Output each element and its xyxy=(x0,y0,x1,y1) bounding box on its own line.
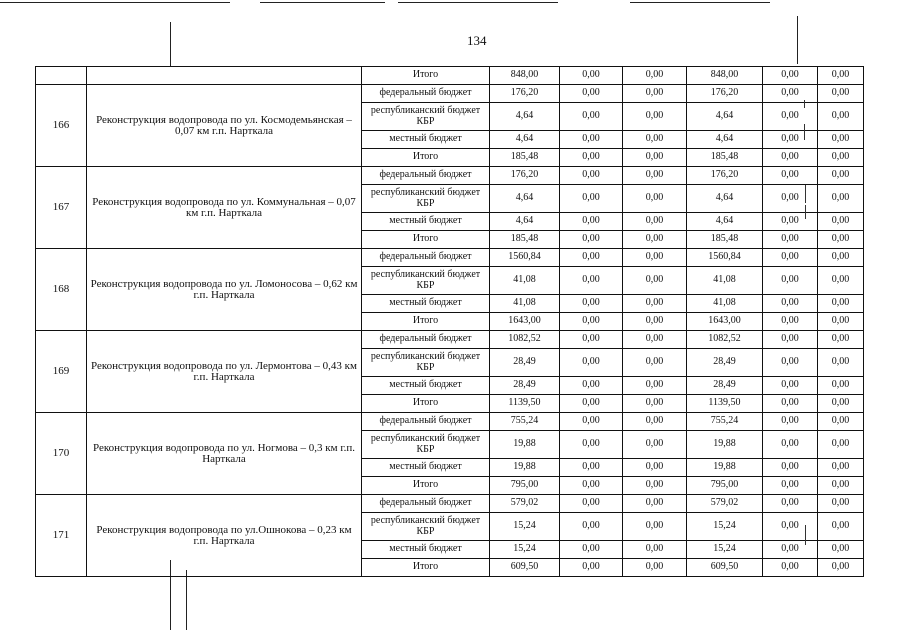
value-cell: 0,00 xyxy=(623,249,687,267)
value-cell: 0,00 xyxy=(818,541,864,559)
funding-source-cell: местный бюджет xyxy=(362,377,490,395)
value-cell: 176,20 xyxy=(687,167,763,185)
project-description-cell: Реконструкция водопровода по ул. Космодемьянская – 0,07 км г.п. Нарткала xyxy=(87,85,362,167)
value-cell: 41,08 xyxy=(687,267,763,295)
value-cell: 0,00 xyxy=(763,149,818,167)
table-row xyxy=(36,167,864,185)
value-cell: 185,48 xyxy=(687,231,763,249)
value-cell: 0,00 xyxy=(623,413,687,431)
value-cell: 0,00 xyxy=(560,131,623,149)
value-cell: 4,64 xyxy=(490,103,560,131)
value-cell: 0,00 xyxy=(818,85,864,103)
project-description-cell: Реконструкция водопровода по ул. Лермонтова – 0,43 км г.п. Нарткала xyxy=(87,331,362,413)
value-cell: 0,00 xyxy=(623,495,687,513)
funding-source-cell: Итого xyxy=(362,559,490,577)
value-cell: 0,00 xyxy=(560,377,623,395)
value-cell: 0,00 xyxy=(623,349,687,377)
value-cell: 0,00 xyxy=(560,249,623,267)
value-cell: 0,00 xyxy=(623,513,687,541)
value-cell: 0,00 xyxy=(818,431,864,459)
funding-source-cell: федеральный бюджет xyxy=(362,85,490,103)
value-cell: 0,00 xyxy=(763,249,818,267)
value-cell: 15,24 xyxy=(490,513,560,541)
value-cell: 0,00 xyxy=(560,459,623,477)
scan-artifact-line xyxy=(0,2,230,3)
value-cell: 4,64 xyxy=(490,131,560,149)
value-cell: 0,00 xyxy=(560,267,623,295)
value-cell: 0,00 xyxy=(560,331,623,349)
value-cell: 0,00 xyxy=(818,395,864,413)
value-cell: 4,64 xyxy=(490,213,560,231)
pen-mark xyxy=(805,205,806,219)
project-number-cell: 170 xyxy=(36,413,87,495)
funding-source-cell: федеральный бюджет xyxy=(362,495,490,513)
value-cell: 0,00 xyxy=(763,85,818,103)
project-description-cell: Реконструкция водопровода по ул. Ногмова – 0,3 км г.п. Нарткала xyxy=(87,413,362,495)
value-cell: 0,00 xyxy=(560,149,623,167)
value-cell: 0,00 xyxy=(623,103,687,131)
value-cell: 848,00 xyxy=(687,67,763,85)
value-cell: 0,00 xyxy=(560,213,623,231)
value-cell: 0,00 xyxy=(818,477,864,495)
value-cell: 0,00 xyxy=(763,559,818,577)
value-cell: 176,20 xyxy=(687,85,763,103)
value-cell: 0,00 xyxy=(560,167,623,185)
value-cell: 0,00 xyxy=(763,103,818,131)
value-cell: 185,48 xyxy=(490,231,560,249)
funding-source-cell: Итого xyxy=(362,231,490,249)
page-number: 134 xyxy=(467,33,487,48)
value-cell: 28,49 xyxy=(687,349,763,377)
project-number-cell: 171 xyxy=(36,495,87,577)
value-cell: 0,00 xyxy=(763,413,818,431)
value-cell: 795,00 xyxy=(687,477,763,495)
funding-source-cell: Итого xyxy=(362,313,490,331)
value-cell: 0,00 xyxy=(560,395,623,413)
value-cell: 0,00 xyxy=(818,103,864,131)
value-cell: 0,00 xyxy=(623,85,687,103)
pen-mark xyxy=(804,124,805,140)
value-cell: 0,00 xyxy=(560,67,623,85)
value-cell: 0,00 xyxy=(623,149,687,167)
value-cell: 1082,52 xyxy=(490,331,560,349)
value-cell: 0,00 xyxy=(560,185,623,213)
funding-source-cell: республиканский бюджет КБР xyxy=(362,267,490,295)
value-cell: 0,00 xyxy=(623,313,687,331)
project-number-cell: 167 xyxy=(36,167,87,249)
value-cell: 0,00 xyxy=(623,559,687,577)
value-cell: 755,24 xyxy=(490,413,560,431)
value-cell: 0,00 xyxy=(763,495,818,513)
value-cell: 185,48 xyxy=(687,149,763,167)
value-cell: 0,00 xyxy=(818,313,864,331)
project-number-cell: 169 xyxy=(36,331,87,413)
table-row xyxy=(36,413,864,431)
value-cell: 0,00 xyxy=(818,295,864,313)
value-cell: 0,00 xyxy=(818,331,864,349)
funding-source-cell: местный бюджет xyxy=(362,131,490,149)
value-cell: 41,08 xyxy=(490,295,560,313)
value-cell: 0,00 xyxy=(763,267,818,295)
value-cell: 0,00 xyxy=(763,331,818,349)
funding-source-cell: местный бюджет xyxy=(362,213,490,231)
value-cell: 755,24 xyxy=(687,413,763,431)
funding-source-cell: республиканский бюджет КБР xyxy=(362,513,490,541)
scan-artifact-line xyxy=(186,570,187,630)
funding-source-cell: республиканский бюджет КБР xyxy=(362,103,490,131)
value-cell: 0,00 xyxy=(560,541,623,559)
value-cell: 0,00 xyxy=(623,185,687,213)
value-cell: 1560,84 xyxy=(490,249,560,267)
value-cell: 19,88 xyxy=(490,459,560,477)
value-cell: 795,00 xyxy=(490,477,560,495)
project-number-cell: 168 xyxy=(36,249,87,331)
value-cell: 4,64 xyxy=(490,185,560,213)
table-row xyxy=(36,85,864,103)
project-description-cell: Реконструкция водопровода по ул. Ломоносова – 0,62 км г.п. Нарткала xyxy=(87,249,362,331)
value-cell: 0,00 xyxy=(560,495,623,513)
value-cell: 4,64 xyxy=(687,185,763,213)
value-cell: 0,00 xyxy=(623,377,687,395)
value-cell: 0,00 xyxy=(623,167,687,185)
value-cell: 1643,00 xyxy=(490,313,560,331)
value-cell: 0,00 xyxy=(818,559,864,577)
value-cell: 0,00 xyxy=(623,459,687,477)
scan-artifact-line xyxy=(260,2,385,3)
value-cell: 0,00 xyxy=(560,431,623,459)
value-cell: 0,00 xyxy=(818,213,864,231)
value-cell: 15,24 xyxy=(687,541,763,559)
value-cell: 0,00 xyxy=(818,513,864,541)
value-cell: 1560,84 xyxy=(687,249,763,267)
pen-mark xyxy=(805,525,806,545)
value-cell: 0,00 xyxy=(818,267,864,295)
funding-source-cell: местный бюджет xyxy=(362,295,490,313)
value-cell: 0,00 xyxy=(818,231,864,249)
value-cell: 0,00 xyxy=(818,459,864,477)
value-cell: 0,00 xyxy=(623,331,687,349)
value-cell: 0,00 xyxy=(560,349,623,377)
value-cell: 1082,52 xyxy=(687,331,763,349)
value-cell: 28,49 xyxy=(490,377,560,395)
value-cell: 0,00 xyxy=(763,313,818,331)
value-cell: 609,50 xyxy=(490,559,560,577)
value-cell: 0,00 xyxy=(818,149,864,167)
value-cell: 0,00 xyxy=(763,431,818,459)
value-cell: 4,64 xyxy=(687,131,763,149)
value-cell: 0,00 xyxy=(763,377,818,395)
value-cell: 0,00 xyxy=(560,413,623,431)
value-cell: 0,00 xyxy=(560,103,623,131)
value-cell: 0,00 xyxy=(763,295,818,313)
funding-source-cell: федеральный бюджет xyxy=(362,331,490,349)
pen-mark xyxy=(804,100,805,108)
value-cell: 0,00 xyxy=(763,349,818,377)
value-cell: 19,88 xyxy=(687,431,763,459)
scan-artifact-line xyxy=(398,2,558,3)
value-cell: 0,00 xyxy=(623,541,687,559)
budget-table xyxy=(35,66,864,577)
funding-source-cell: федеральный бюджет xyxy=(362,167,490,185)
value-cell: 0,00 xyxy=(763,231,818,249)
value-cell: 0,00 xyxy=(763,213,818,231)
scan-artifact-line xyxy=(630,2,770,3)
value-cell: 0,00 xyxy=(560,513,623,541)
value-cell: 0,00 xyxy=(560,313,623,331)
value-cell: 176,20 xyxy=(490,85,560,103)
scan-artifact-line xyxy=(170,22,171,67)
empty-cell xyxy=(36,67,87,85)
value-cell: 0,00 xyxy=(763,167,818,185)
value-cell: 0,00 xyxy=(623,67,687,85)
value-cell: 1139,50 xyxy=(687,395,763,413)
table-row xyxy=(36,249,864,267)
project-number-cell: 166 xyxy=(36,85,87,167)
funding-source-cell: Итого xyxy=(362,477,490,495)
value-cell: 4,64 xyxy=(687,213,763,231)
value-cell: 0,00 xyxy=(763,541,818,559)
value-cell: 0,00 xyxy=(818,377,864,395)
funding-source-cell: федеральный бюджет xyxy=(362,413,490,431)
table-row xyxy=(36,331,864,349)
value-cell: 0,00 xyxy=(763,459,818,477)
value-cell: 0,00 xyxy=(623,231,687,249)
value-cell: 0,00 xyxy=(560,231,623,249)
value-cell: 0,00 xyxy=(763,477,818,495)
value-cell: 0,00 xyxy=(818,131,864,149)
value-cell: 0,00 xyxy=(623,213,687,231)
value-cell: 0,00 xyxy=(623,395,687,413)
value-cell: 0,00 xyxy=(763,513,818,541)
value-cell: 15,24 xyxy=(490,541,560,559)
value-cell: 15,24 xyxy=(687,513,763,541)
pen-mark xyxy=(805,185,806,203)
value-cell: 0,00 xyxy=(818,413,864,431)
value-cell: 19,88 xyxy=(490,431,560,459)
value-cell: 0,00 xyxy=(560,85,623,103)
funding-source-cell: местный бюджет xyxy=(362,541,490,559)
value-cell: 609,50 xyxy=(687,559,763,577)
funding-source-cell: федеральный бюджет xyxy=(362,249,490,267)
value-cell: 1139,50 xyxy=(490,395,560,413)
project-description-cell: Реконструкция водопровода по ул. Коммунальная – 0,07 км г.п. Нарткала xyxy=(87,167,362,249)
value-cell: 0,00 xyxy=(818,495,864,513)
value-cell: 0,00 xyxy=(623,295,687,313)
value-cell: 0,00 xyxy=(763,131,818,149)
funding-source-cell: республиканский бюджет КБР xyxy=(362,431,490,459)
value-cell: 0,00 xyxy=(623,267,687,295)
funding-source-cell: местный бюджет xyxy=(362,459,490,477)
value-cell: 0,00 xyxy=(623,431,687,459)
scan-artifact-line xyxy=(797,16,798,64)
value-cell: 0,00 xyxy=(763,67,818,85)
value-cell: 0,00 xyxy=(818,349,864,377)
value-cell: 0,00 xyxy=(818,249,864,267)
value-cell: 0,00 xyxy=(623,131,687,149)
value-cell: 0,00 xyxy=(763,185,818,213)
value-cell: 28,49 xyxy=(490,349,560,377)
funding-source-cell: республиканский бюджет КБР xyxy=(362,185,490,213)
table-body xyxy=(36,67,864,577)
funding-source-cell: республиканский бюджет КБР xyxy=(362,349,490,377)
empty-cell xyxy=(87,67,362,85)
value-cell: 185,48 xyxy=(490,149,560,167)
value-cell: 0,00 xyxy=(623,477,687,495)
funding-source-cell: Итого xyxy=(362,149,490,167)
value-cell: 579,02 xyxy=(490,495,560,513)
value-cell: 176,20 xyxy=(490,167,560,185)
value-cell: 848,00 xyxy=(490,67,560,85)
value-cell: 0,00 xyxy=(560,559,623,577)
value-cell: 0,00 xyxy=(818,185,864,213)
project-description-cell: Реконструкция водопровода по ул.Ошнокова – 0,23 км г.п. Нарткала xyxy=(87,495,362,577)
value-cell: 4,64 xyxy=(687,103,763,131)
value-cell: 0,00 xyxy=(560,295,623,313)
value-cell: 0,00 xyxy=(818,167,864,185)
value-cell: 0,00 xyxy=(818,67,864,85)
value-cell: 41,08 xyxy=(687,295,763,313)
funding-source-cell: Итого xyxy=(362,395,490,413)
value-cell: 28,49 xyxy=(687,377,763,395)
value-cell: 0,00 xyxy=(560,477,623,495)
table-row xyxy=(36,67,864,85)
table-row xyxy=(36,495,864,513)
value-cell: 41,08 xyxy=(490,267,560,295)
funding-source-cell: Итого xyxy=(362,67,490,85)
value-cell: 0,00 xyxy=(763,395,818,413)
value-cell: 1643,00 xyxy=(687,313,763,331)
value-cell: 579,02 xyxy=(687,495,763,513)
value-cell: 19,88 xyxy=(687,459,763,477)
